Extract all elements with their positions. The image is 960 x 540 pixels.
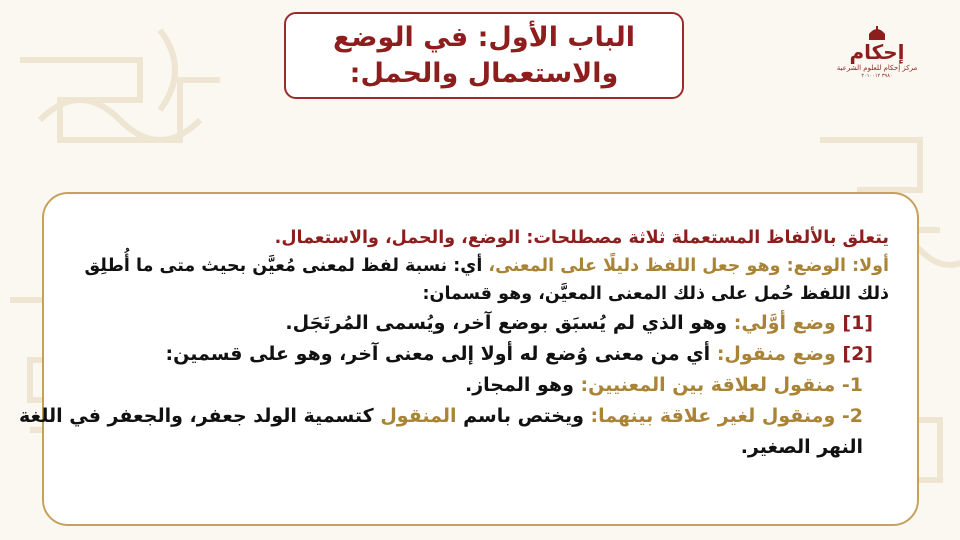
item-1-term: وضع أوَّلي: (733, 312, 843, 334)
subitem-1-term: 1- منقول لعلاقة بين المعنيين: (580, 374, 863, 396)
logo-subtitle: مركز إحكام للعلوم الشرعية (836, 64, 918, 72)
content-text (18, 224, 889, 463)
mosque-dome-icon (867, 26, 887, 40)
item-2 (59, 339, 889, 370)
title-line-2: والاستعمال والحمل: (349, 57, 619, 89)
title-line-1: الباب الأول: في الوضع (332, 21, 636, 53)
title-box (284, 12, 684, 99)
logo-number: ٣٩٨٠ ٢٠١٠٠١٢ (861, 73, 893, 79)
subitem-1 (59, 370, 889, 401)
subitem-2-cont: النهر الصغير. (740, 436, 863, 458)
item-2-text: أي من معنى وُضع له أولا إلى معنى آخر، وهو على قسمين: (165, 343, 717, 365)
content-box (18, 192, 919, 526)
logo (836, 26, 918, 96)
subitem-2-highlight: المنقول (380, 405, 457, 427)
subitem-1-text-a: وهو المجاز (472, 374, 581, 396)
paragraph-first (59, 252, 889, 280)
subitem-1-period: . (465, 374, 473, 396)
subitem-2-term: 2- ومنقول لغير علاقة بينهما: (590, 405, 863, 427)
intro-period: . (274, 228, 282, 248)
item-1-number: [1] (842, 312, 873, 334)
paragraph-first-cont: ذلك اللفظ حُمل على ذلك المعنى المعيَّن، وهو قسمان: (422, 284, 889, 304)
subitem-2-text-b: كتسمية الولد جعفر، والجعفر في اللغة (18, 405, 381, 427)
paragraph-intro (59, 224, 889, 252)
item-2-term: وضع منقول: (716, 343, 843, 365)
item-1-text: وهو الذي لم يُسبَق بوضع آخر، ويُسمى المُرتَجَل. (285, 312, 734, 334)
logo-name: إحكام (849, 40, 905, 64)
intro-text: يتعلق بالألفاظ المستعملة ثلاثة مصطلحات: الوضع، والحمل، والاستعمال (281, 228, 889, 248)
item-1 (59, 308, 889, 339)
first-explanation: أي: نسبة لفظ لمعنى مُعيَّن بحيث متى ما أُطلِق (84, 256, 489, 276)
subitem-2-text-a: ويختص باسم (456, 405, 591, 427)
first-heading: أولا: الوضع: (786, 256, 889, 276)
first-definition: وهو جعل اللفظ دليلًا على المعنى، (488, 256, 787, 276)
subitem-2 (18, 401, 889, 432)
item-2-number: [2] (842, 343, 873, 365)
